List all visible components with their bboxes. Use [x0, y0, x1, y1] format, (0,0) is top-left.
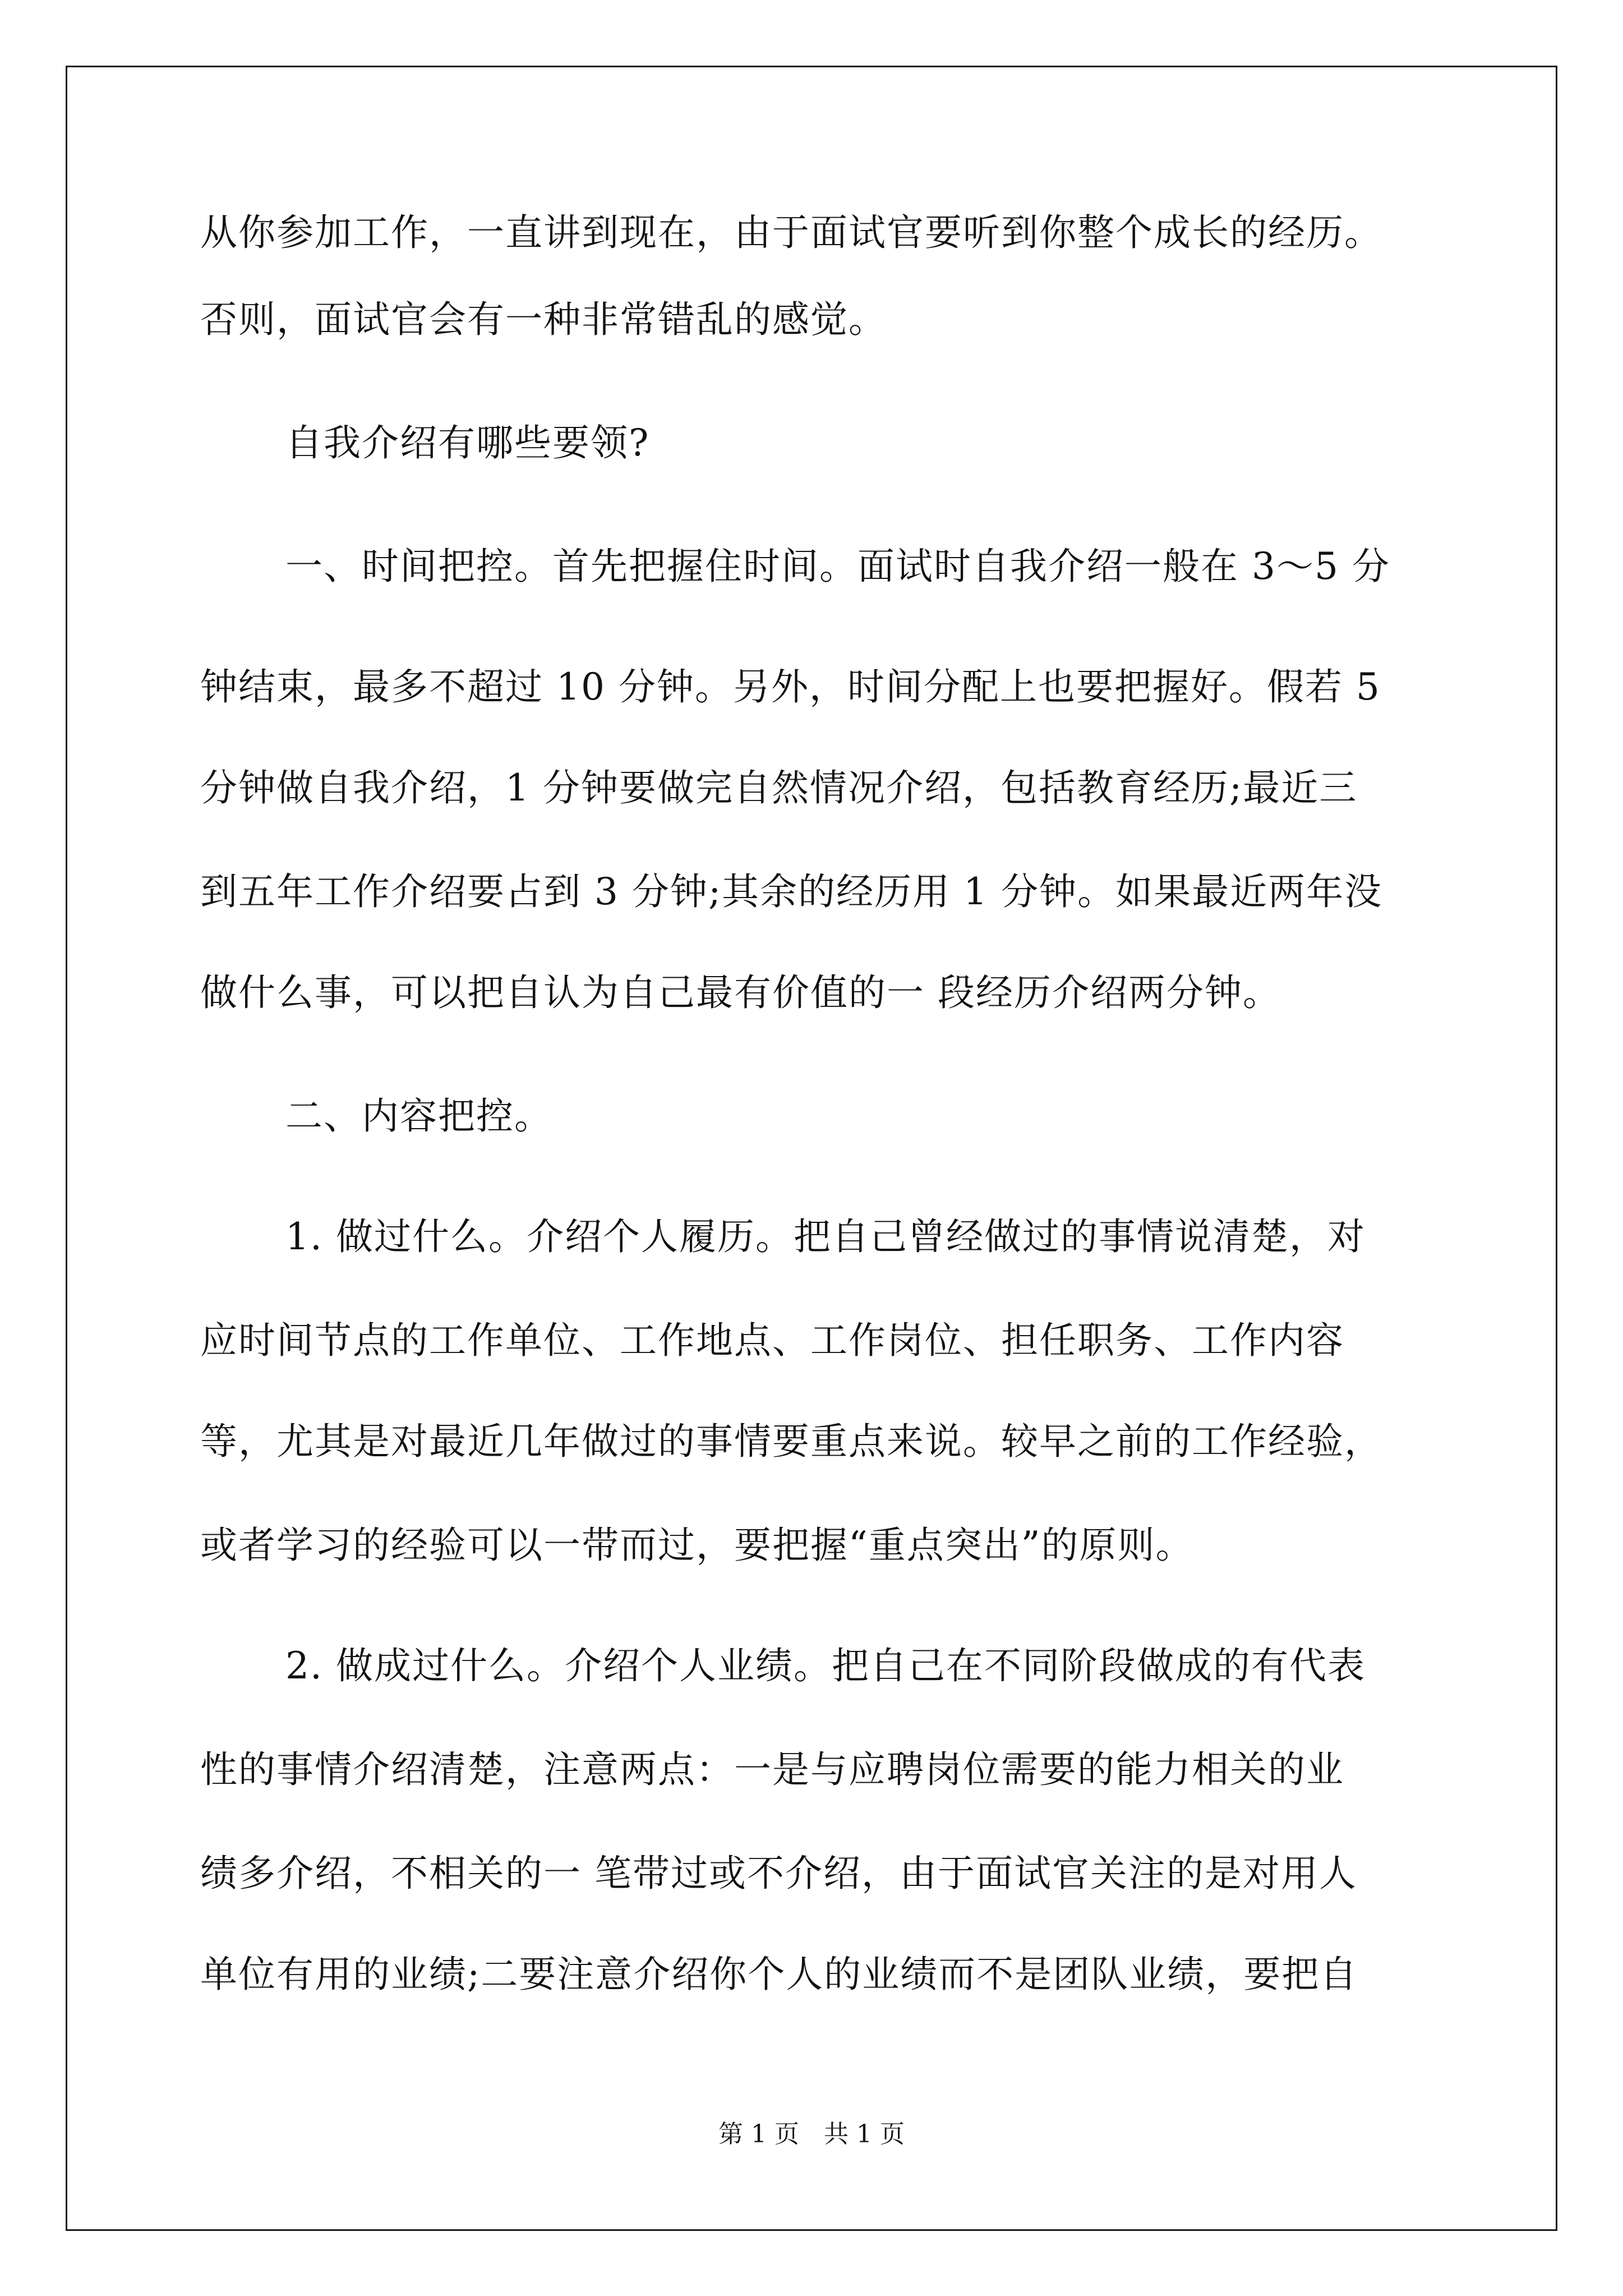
paragraph-line: 单位有用的业绩;二要注意介绍你个人的业绩而不是团队业绩，要把自 [200, 1953, 1358, 1996]
paragraph-line: 应时间节点的工作单位、工作地点、工作岗位、担任职务、工作内容 [200, 1319, 1344, 1362]
paragraph-line: 否则，面试官会有一种非常错乱的感觉。 [200, 298, 887, 341]
paragraph-line: 到五年工作介绍要占到 3 分钟;其余的经历用 1 分钟。如果最近两年没 [200, 870, 1383, 913]
paragraph-line: 1. 做过什么。介绍个人履历。把自己曾经做过的事情说清楚，对 [285, 1215, 1366, 1258]
section-heading: 自我介绍有哪些要领? [285, 421, 650, 464]
section-heading: 二、内容把控。 [285, 1094, 552, 1138]
paragraph-line: 做什么事，可以把自认为自己最有价值的一 段经历介绍两分钟。 [200, 971, 1281, 1014]
paragraph-line: 2. 做成过什么。介绍个人业绩。把自己在不同阶段做成的有代表 [285, 1644, 1366, 1687]
paragraph-line: 钟结束，最多不超过 10 分钟。另外，时间分配上也要把握好。假若 5 [200, 665, 1381, 708]
paragraph-line: 分钟做自我介绍，1 分钟要做完自然情况介绍，包括教育经历;最近三 [200, 766, 1358, 809]
page-number-footer: 第 1 页 共 1 页 [718, 2120, 905, 2148]
paragraph-line: 等，尤其是对最近几年做过的事情要重点来说。较早之前的工作经验， [200, 1420, 1382, 1463]
page-border [66, 66, 1557, 2231]
paragraph-line: 一、时间把控。首先把握住时间。面试时自我介绍一般在 3～5 分 [285, 545, 1390, 588]
paragraph-line: 从你参加工作，一直讲到现在，由于面试官要听到你整个成长的经历。 [200, 211, 1382, 254]
paragraph-line: 绩多介绍，不相关的一 笔带过或不介绍，由于面试官关注的是对用人 [200, 1852, 1357, 1895]
paragraph-line: 或者学习的经验可以一带而过，要把握“重点突出”的原则。 [200, 1524, 1194, 1567]
paragraph-line: 性的事情介绍清楚，注意两点：一是与应聘岗位需要的能力相关的业 [200, 1748, 1344, 1791]
